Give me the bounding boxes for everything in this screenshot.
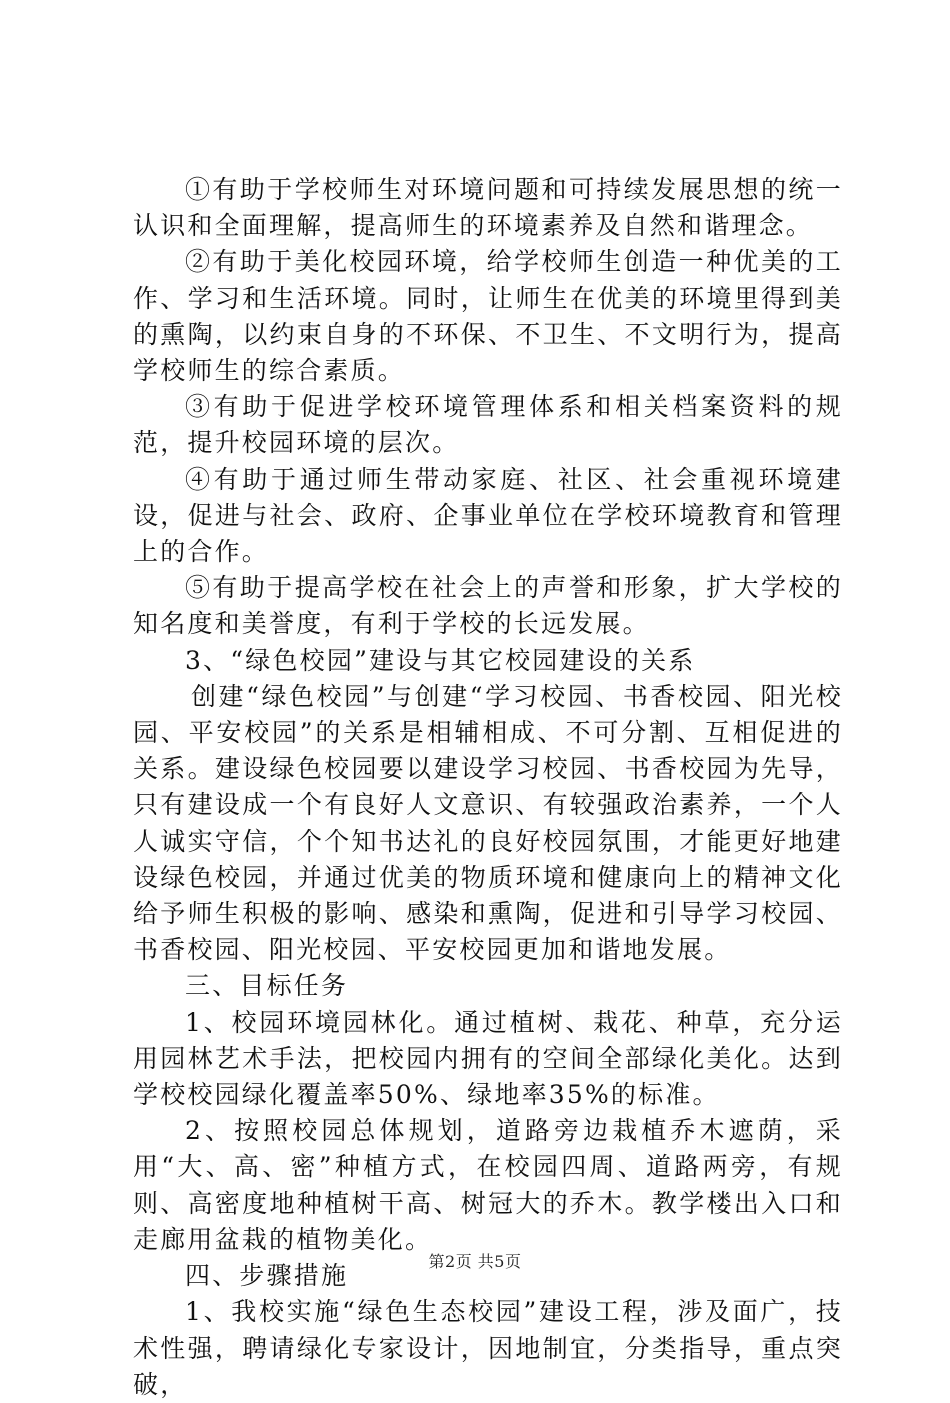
paragraph-benefit-2: ②有助于美化校园环境，给学校师生创造一种优美的工作、学习和生活环境。同时，让师生在优美的环境里得到美的熏陶，以约束自身的不环保、不卫生、不文明行为，提高学校师生的综合素质。 <box>133 247 843 386</box>
document-body <box>133 172 843 1403</box>
section-heading-relationship: 3、“绿色校园”建设与其它校园建设的关系 <box>185 645 696 675</box>
paragraph-benefit-3: ③有助于促进学校环境管理体系和相关档案资料的规范，提升校园环境的层次。 <box>133 392 843 458</box>
paragraph-step-1: 1、我校实施“绿色生态校园”建设工程，涉及面广，技术性强，聘请绿化专家设计，因地制宜，分类指导，重点突破， <box>133 1297 843 1399</box>
paragraph-benefit-4: ④有助于通过师生带动家庭、社区、社会重视环境建设，促进与社会、政府、企事业单位在学校环境教育和管理上的合作。 <box>133 464 843 567</box>
paragraph-goal-2: 2、按照校园总体规划，道路旁边栽植乔木遮荫，采用“大、高、密”种植方式，在校园四周、道路两旁，有规则、高密度地种植树干高、树冠大的乔木。教学楼出入口和走廊用盆栽的植物美化。 <box>133 1116 843 1254</box>
section-heading-steps: 四、步骤措施 <box>185 1261 349 1291</box>
paragraph-benefit-1: ①有助于学校师生对环境问题和可持续发展思想的统一认识和全面理解，提高师生的环境素养及自然和谐理念。 <box>133 175 843 241</box>
paragraph-benefit-5: ⑤有助于提高学校在社会上的声誉和形象，扩大学校的知名度和美誉度，有利于学校的长远发展。 <box>133 573 843 639</box>
paragraph-goal-1: 1、校园环境园林化。通过植树、栽花、种草，充分运用园林艺术手法，把校园内拥有的空间全部绿化美化。达到学校校园绿化覆盖率50%、绿地率35%的标准。 <box>133 1007 843 1110</box>
section-heading-goals: 三、目标任务 <box>185 971 349 1001</box>
paragraph-relationship: 创建“绿色校园”与创建“学习校园、书香校园、阳光校园、平安校园”的关系是相辅相成、不可分割、互相促进的关系。建设绿色校园要以建设学习校园、书香校园为先导，只有建设成一个有良好人文意识、有较强政治素养，一个人人诚实守信，个个知书达礼的良好校园氛围，才能更好地建设绿色校园，并通过优美的物质环境和健康向上的精神文化给予师生积极的影响、感染和熏陶，促进和引导学习校园、书香校园、阳光校园、平安校园更加和谐地发展。 <box>133 681 843 965</box>
page-footer: 第2页 共5页 <box>428 1252 522 1271</box>
